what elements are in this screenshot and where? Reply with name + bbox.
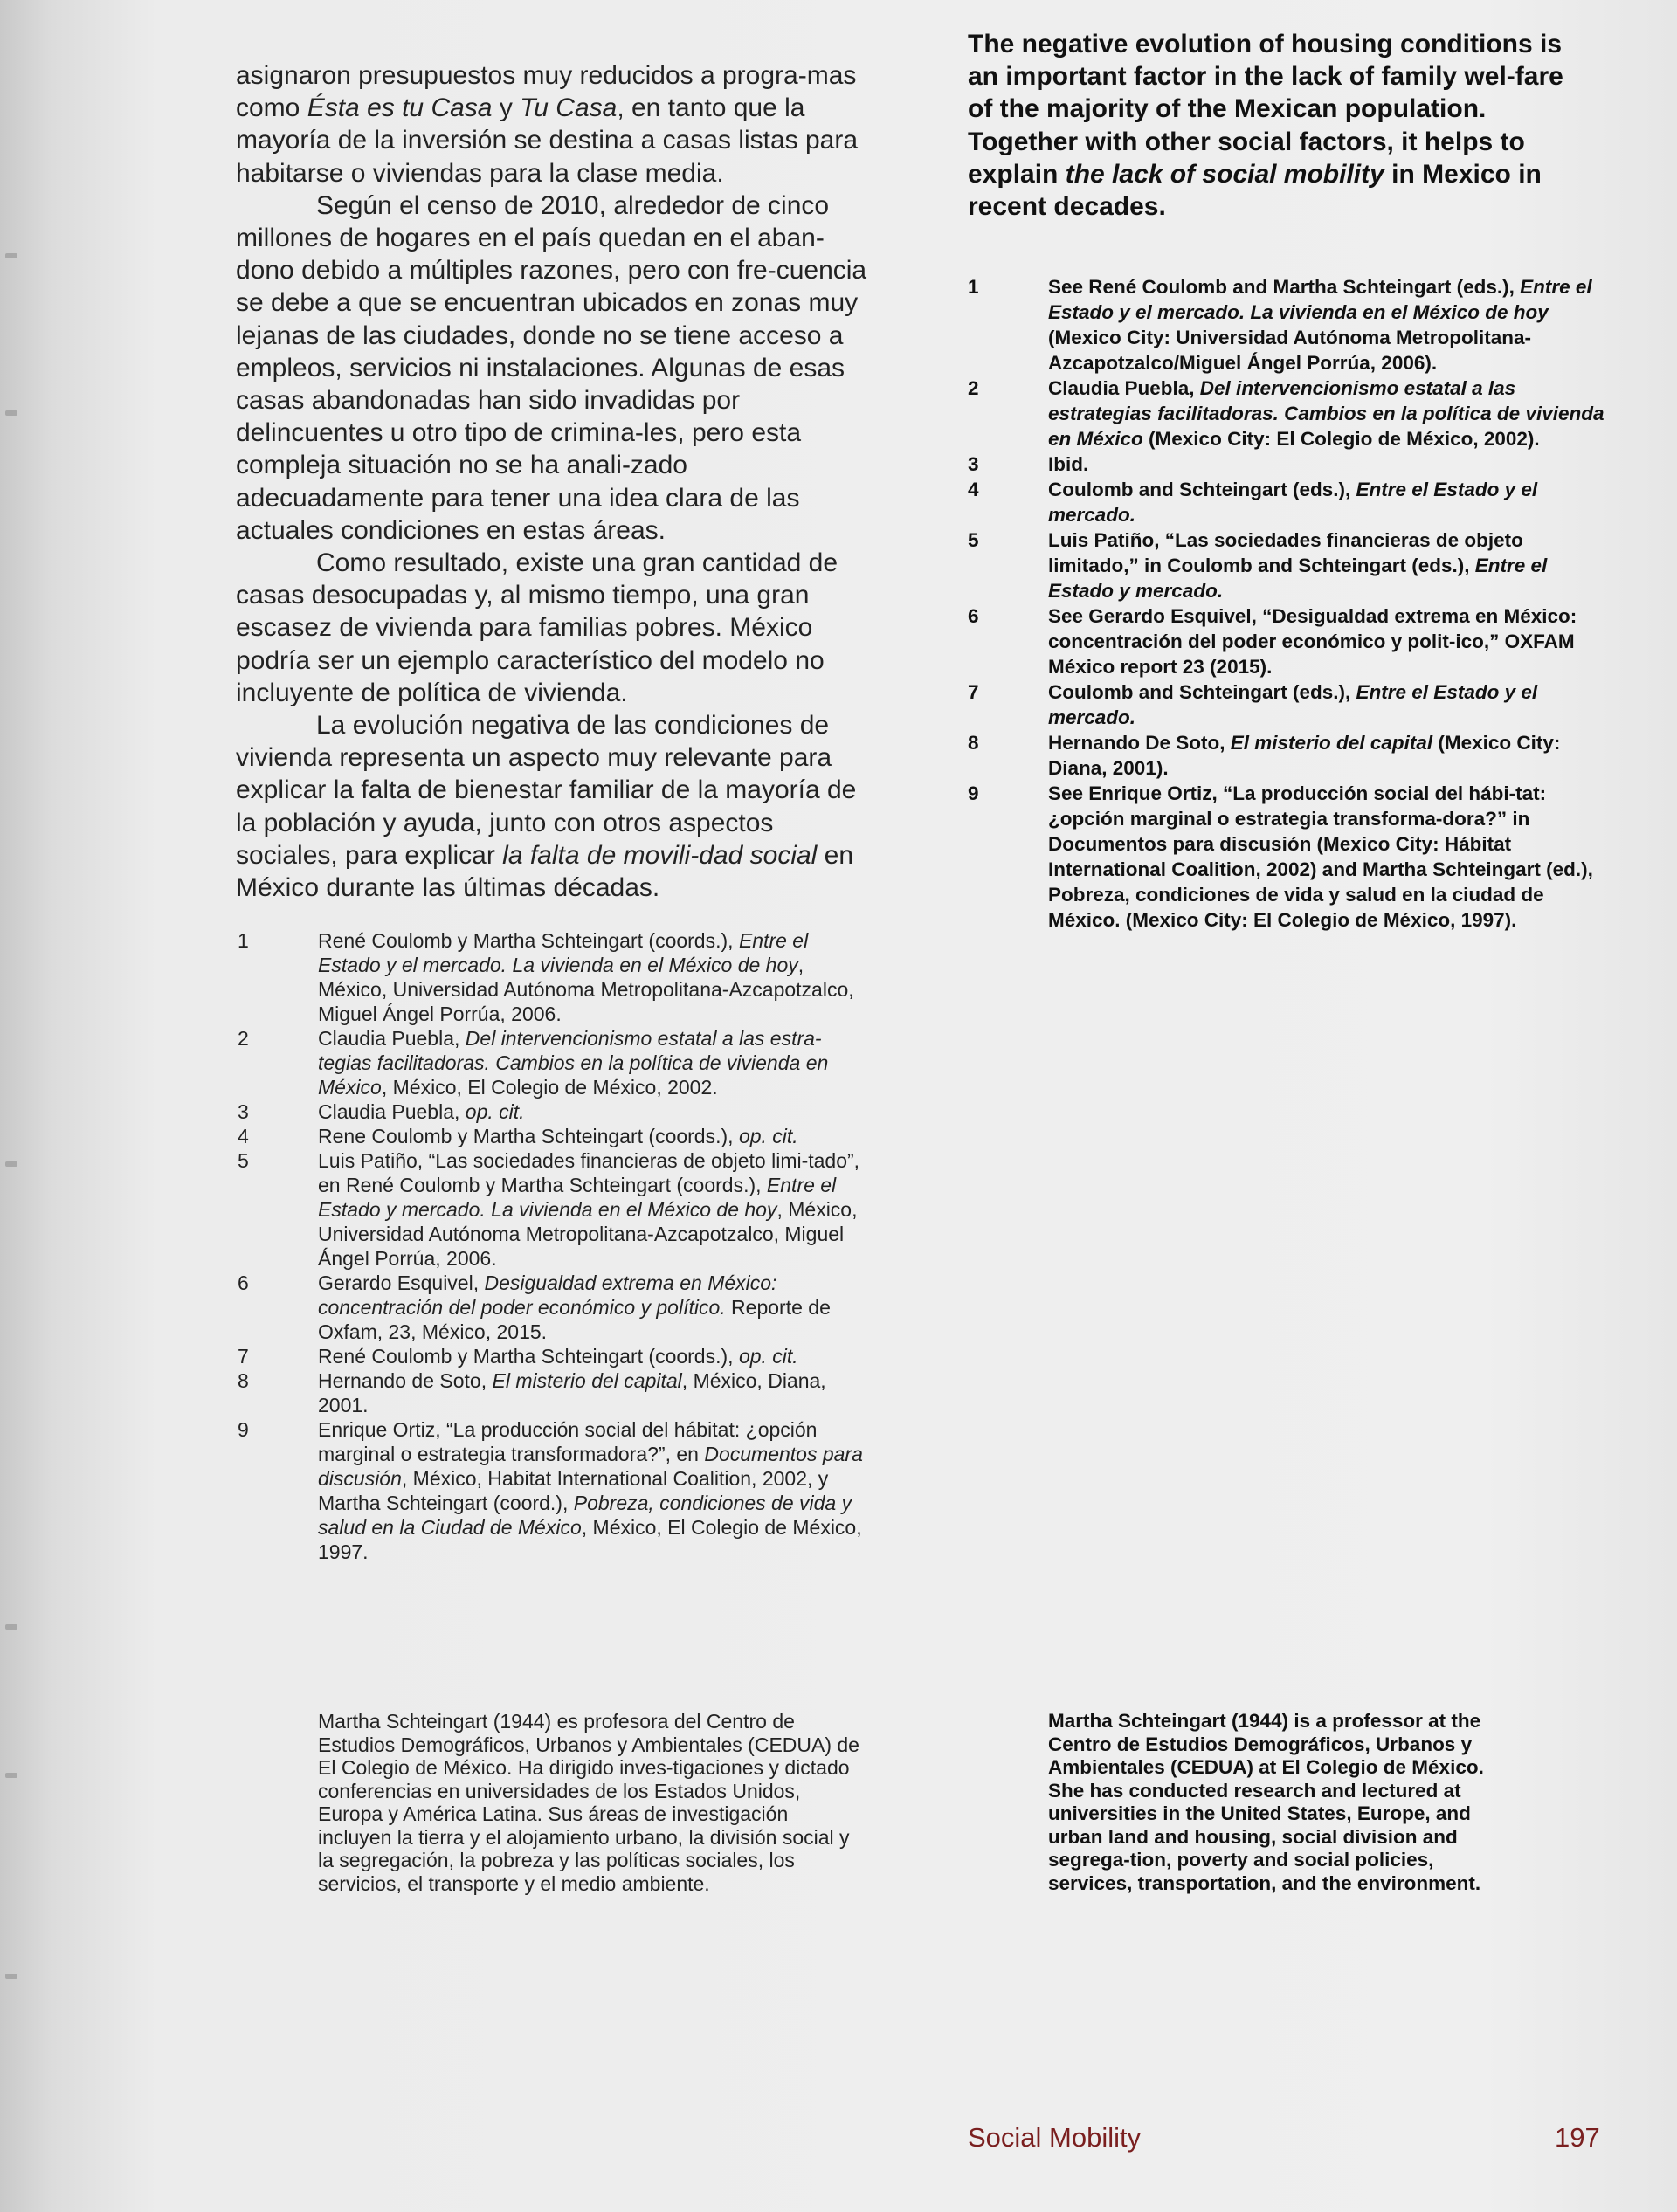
running-footer-title: Social Mobility xyxy=(968,2122,1142,2153)
page-number: 197 xyxy=(1555,2122,1600,2153)
footnote-text: , México, Universidad Autónoma Metropolitana-Azcapotzalco, Miguel Ángel Porrúa, 2006. xyxy=(318,954,854,1025)
body-paragraph-2: Según el censo de 2010, alrededor de cinco millones de hogares en el país quedan en el aban-dono debido a múltiples razones, pero con fre-cuencia se debe a que se encuentran ubicados en zonas muy lejanas de las ciudades, donde no se tiene acceso a empleos, servicios ni instalaciones. Algunas de esas casas abandonadas han sido invadidas por delincuentes u otro tipo de crimina-les, pero esta compleja situación no se ha anali-zado adecuadamente para tener una idea clara de las actuales condiciones en estas áreas. xyxy=(236,190,867,545)
footnote-number: 3 xyxy=(238,1100,249,1123)
footnote-item xyxy=(238,1099,866,1124)
footnote-title: Entre el Estado y el mercado. La vivienda en el México de hoy xyxy=(318,929,809,976)
footnote-item xyxy=(238,928,866,1026)
spanish-footnotes xyxy=(238,928,866,1564)
footnote-item xyxy=(968,730,1605,781)
footnote-text: , México, El Colegio de México, 2002. xyxy=(381,1076,718,1099)
footnote-number: 3 xyxy=(968,453,979,475)
footnote-text: Rene Coulomb y Martha Schteingart (coords.), xyxy=(318,1125,739,1147)
footnote-text: Hernando De Soto, xyxy=(1048,732,1231,754)
footnote-text: Hernando de Soto, xyxy=(318,1369,493,1392)
footnote-text: , México, Habitat International Coalition, 2002, y Martha Schteingart (coord.), xyxy=(318,1467,829,1514)
footnote-text: Claudia Puebla, xyxy=(318,1027,466,1050)
footnote-item xyxy=(968,527,1605,603)
footnote-item xyxy=(238,1368,866,1417)
footnote-item xyxy=(968,451,1605,477)
english-footnotes xyxy=(968,274,1605,933)
footnote-item xyxy=(238,1148,866,1271)
footnote-number: 2 xyxy=(238,1027,249,1050)
scan-edge-marks xyxy=(0,0,26,2212)
footnote-number: 9 xyxy=(968,782,979,804)
footnote-item xyxy=(238,1344,866,1368)
footnote-number: 6 xyxy=(238,1271,249,1294)
footnote-item xyxy=(968,603,1605,679)
footnote-text: Claudia Puebla, xyxy=(1048,377,1200,399)
footnote-text: Claudia Puebla, xyxy=(318,1100,466,1123)
body-paragraph-1: asignaron presupuestos muy reducidos a progra-mas como Ésta es tu Casa y Tu Casa, en tanto que la mayoría de la inversión se destina a casas listas para habitarse o viviendas para la clase media. xyxy=(236,61,859,188)
body-paragraph-4: La evolución negativa de las condiciones de vivienda representa un aspecto muy relevante para explicar la falta de bienestar familiar de la mayoría de la población y ayuda, junto con otros aspectos sociales, para explicar la falta de movili-dad social en México durante las últimas décadas. xyxy=(236,711,857,903)
footnote-item xyxy=(968,781,1605,933)
footnote-title: El misterio del capital xyxy=(492,1369,682,1392)
footnote-title: Documentos para discusión xyxy=(318,1443,863,1490)
english-summary-paragraph: The negative evolution of housing conditions is an important factor in the lack of family wel-fare of the majority of the Mexican population. Together with other social factors, it helps to explain the lack of social mobility in Mexico in recent decades. xyxy=(968,30,1563,222)
body-paragraph-3: Como resultado, existe una gran cantidad de casas desocupadas y, al mismo tiempo, una gran escasez de vivienda para familias pobres. México podría ser un ejemplo característico del modelo no incluyente de política de vivienda. xyxy=(236,548,838,707)
footnote-number: 7 xyxy=(968,681,979,703)
footnote-title: Del intervencionismo estatal a las estrategias facilitadoras. Cambios en la política de vivienda en México xyxy=(1048,377,1605,450)
footnote-item xyxy=(968,274,1605,376)
footnote-number: 9 xyxy=(238,1418,249,1441)
footnote-text: See Gerardo Esquivel, “Desigualdad extrema en México: concentración del poder económico y polit-ico,” OXFAM México report 23 (2015). xyxy=(1048,605,1577,678)
footnote-text: , México, El Colegio de México, 1997. xyxy=(318,1516,862,1563)
footnote-text: , México, Diana, 2001. xyxy=(318,1369,826,1416)
footnote-item xyxy=(238,1417,866,1564)
footnote-title: op. cit. xyxy=(738,1345,798,1368)
footnote-title: Entre el Estado y el mercado. xyxy=(1048,681,1538,728)
footnote-title: Entre el Estado y el mercado. La vivienda en el México de hoy xyxy=(1048,276,1592,323)
footnote-item xyxy=(968,477,1605,527)
footnote-text: (Mexico City: Diana, 2001). xyxy=(1048,732,1561,779)
footnote-number: 8 xyxy=(968,732,979,754)
footnote-text: , México, Universidad Autónoma Metropolitana-Azcapotzalco, Miguel Ángel Porrúa, 2006. xyxy=(318,1198,858,1270)
footnote-number: 6 xyxy=(968,605,979,627)
footnote-text: See René Coulomb and Martha Schteingart (eds.), xyxy=(1048,276,1521,298)
footnote-text: Ibid. xyxy=(1048,453,1089,475)
footnote-number: 7 xyxy=(238,1345,249,1368)
author-bio-english: Martha Schteingart (1944) is a professor at the Centro de Estudios Demográficos, Urbanos y Ambientales (CEDUA) at El Colegio de México. She has conducted research and lectured at universities in the United States, Europe, and urban land and housing, social division and segrega-tion, poverty and social policies, services, transportation, and the environment. xyxy=(1048,1710,1484,1894)
footnote-item xyxy=(238,1026,866,1099)
footnote-text: See Enrique Ortiz, “La producción social del hábi-tat: ¿opción marginal o estrategia transforma-dora?” in Documentos para discusión (Mexico City: Hábitat International Coalition, 2002) and Martha Schteingart (ed.), Pobreza, condiciones de vida y salud en la ciudad de México. (Mexico City: El Colegio de México, 1997). xyxy=(1048,782,1593,931)
footnote-title: Entre el Estado y el mercado. xyxy=(1048,479,1538,526)
footnote-text: René Coulomb y Martha Schteingart (coords.), xyxy=(318,1345,739,1368)
footnote-title: Entre el Estado y mercado. xyxy=(1048,555,1548,602)
footnote-text: Luis Patiño, “Las sociedades financieras de objeto limi-tado”, en René Coulomb y Martha Schteingart (coords.), xyxy=(318,1149,860,1196)
footnote-number: 1 xyxy=(238,929,249,952)
spanish-body-text xyxy=(236,59,873,904)
footnote-title: El misterio del capital xyxy=(1230,732,1433,754)
footnote-number: 5 xyxy=(968,529,979,551)
footnote-title: op. cit. xyxy=(465,1100,525,1123)
footnote-title: op. cit. xyxy=(738,1125,798,1147)
footnote-text: (Mexico City: El Colegio de México, 2002). xyxy=(1142,428,1540,450)
footnote-title: Entre el Estado y mercado. La vivienda en el México de hoy xyxy=(318,1174,837,1221)
footnote-item xyxy=(968,679,1605,730)
footnote-item xyxy=(968,376,1605,451)
footnote-title: Del intervencionismo estatal a las estra-tegias facilitadoras. Cambios en la política de vivienda en México xyxy=(318,1027,829,1099)
footnote-text: René Coulomb y Martha Schteingart (coords.), xyxy=(318,929,739,952)
footnote-title: Pobreza, condiciones de vida y salud en la Ciudad de México xyxy=(318,1492,852,1539)
footnote-title: Desigualdad extrema en México: concentración del poder económico y político. xyxy=(318,1271,777,1319)
footnote-text: Luis Patiño, “Las sociedades financieras de objeto limitado,” in Coulomb and Schteingart (eds.), xyxy=(1048,529,1523,576)
footnote-text: Coulomb and Schteingart (eds.), xyxy=(1048,681,1356,703)
footnote-number: 2 xyxy=(968,377,979,399)
footnote-text: Coulomb and Schteingart (eds.), xyxy=(1048,479,1356,500)
footnote-text: Enrique Ortiz, “La producción social del hábitat: ¿opción marginal o estrategia transformadora?”, en xyxy=(318,1418,818,1465)
footnote-number: 1 xyxy=(968,276,979,298)
footnote-item xyxy=(238,1271,866,1344)
footnote-number: 8 xyxy=(238,1369,249,1392)
footnote-text: (Mexico City: Universidad Autónoma Metropolitana-Azcapotzalco/Miguel Ángel Porrúa, 2006). xyxy=(1048,327,1531,374)
footnote-text: Reporte de Oxfam, 23, México, 2015. xyxy=(318,1296,831,1343)
author-bio-spanish: Martha Schteingart (1944) es profesora del Centro de Estudios Demográficos, Urbanos y Ambientales (CEDUA) de El Colegio de México. Ha dirigido inves-tigaciones y dictado conferencias en universidades de los Estados Unidos, Europa y América Latina. Sus áreas de investigación incluyen la tierra y el alojamiento urbano, la división social y la segregación, la pobreza y las políticas sociales, los servicios, el transporte y el medio ambiente. xyxy=(318,1710,859,1895)
footnote-text: Gerardo Esquivel, xyxy=(318,1271,485,1294)
footnote-item xyxy=(238,1124,866,1148)
footnote-number: 5 xyxy=(238,1149,249,1172)
footnote-number: 4 xyxy=(968,479,979,500)
footnote-number: 4 xyxy=(238,1125,249,1147)
